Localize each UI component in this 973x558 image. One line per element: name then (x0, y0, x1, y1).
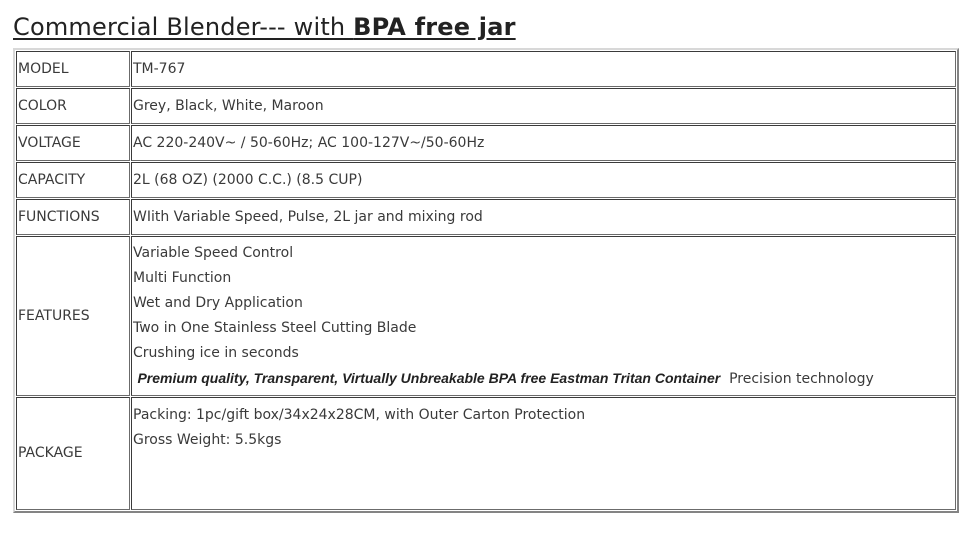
model-value: TM-767 (131, 51, 956, 87)
table-row (16, 125, 956, 161)
title-text: Commercial Blender--- with (13, 13, 354, 41)
functions-value: WIith Variable Speed, Pulse, 2L jar and mixing rod (131, 199, 956, 235)
title-emphasis: BPA free jar (353, 13, 516, 41)
feature-emphasis-line (133, 366, 953, 392)
capacity-label: CAPACITY (16, 162, 130, 198)
package-line: Gross Weight: 5.5kgs (133, 432, 282, 448)
features-value (131, 236, 956, 396)
table-row (16, 199, 956, 235)
table-row (16, 236, 956, 396)
feature-emphasis: Premium quality, Transparent, Virtually Unbreakable BPA free Eastman Tritan Container (137, 369, 721, 386)
feature-line: Wet and Dry Application (133, 294, 303, 311)
table-row (16, 88, 956, 124)
table-row (16, 51, 956, 87)
page-title (13, 10, 516, 44)
spec-table (13, 48, 959, 513)
table-row (16, 397, 956, 510)
feature-line: Crushing ice in seconds (133, 344, 299, 361)
feature-line: Two in One Stainless Steel Cutting Blade (133, 319, 417, 336)
feature-emphasis-tail: Precision technology (729, 370, 874, 387)
model-label: MODEL (16, 51, 130, 87)
table-row (16, 162, 956, 198)
feature-line: Multi Function (133, 269, 232, 286)
color-label: COLOR (16, 88, 130, 124)
package-line: Packing: 1pc/gift box/34x24x28CM, with Outer Carton Protection (133, 407, 586, 423)
package-value (131, 397, 956, 510)
feature-line: Variable Speed Control (133, 244, 294, 261)
functions-label: FUNCTIONS (16, 199, 130, 235)
voltage-label: VOLTAGE (16, 125, 130, 161)
package-label: PACKAGE (16, 397, 130, 510)
features-label: FEATURES (16, 236, 130, 396)
color-value: Grey, Black, White, Maroon (131, 88, 956, 124)
voltage-value: AC 220-240V~ / 50-60Hz; AC 100-127V~/50-60Hz (131, 125, 956, 161)
capacity-value: 2L (68 OZ) (2000 C.C.) (8.5 CUP) (131, 162, 956, 198)
